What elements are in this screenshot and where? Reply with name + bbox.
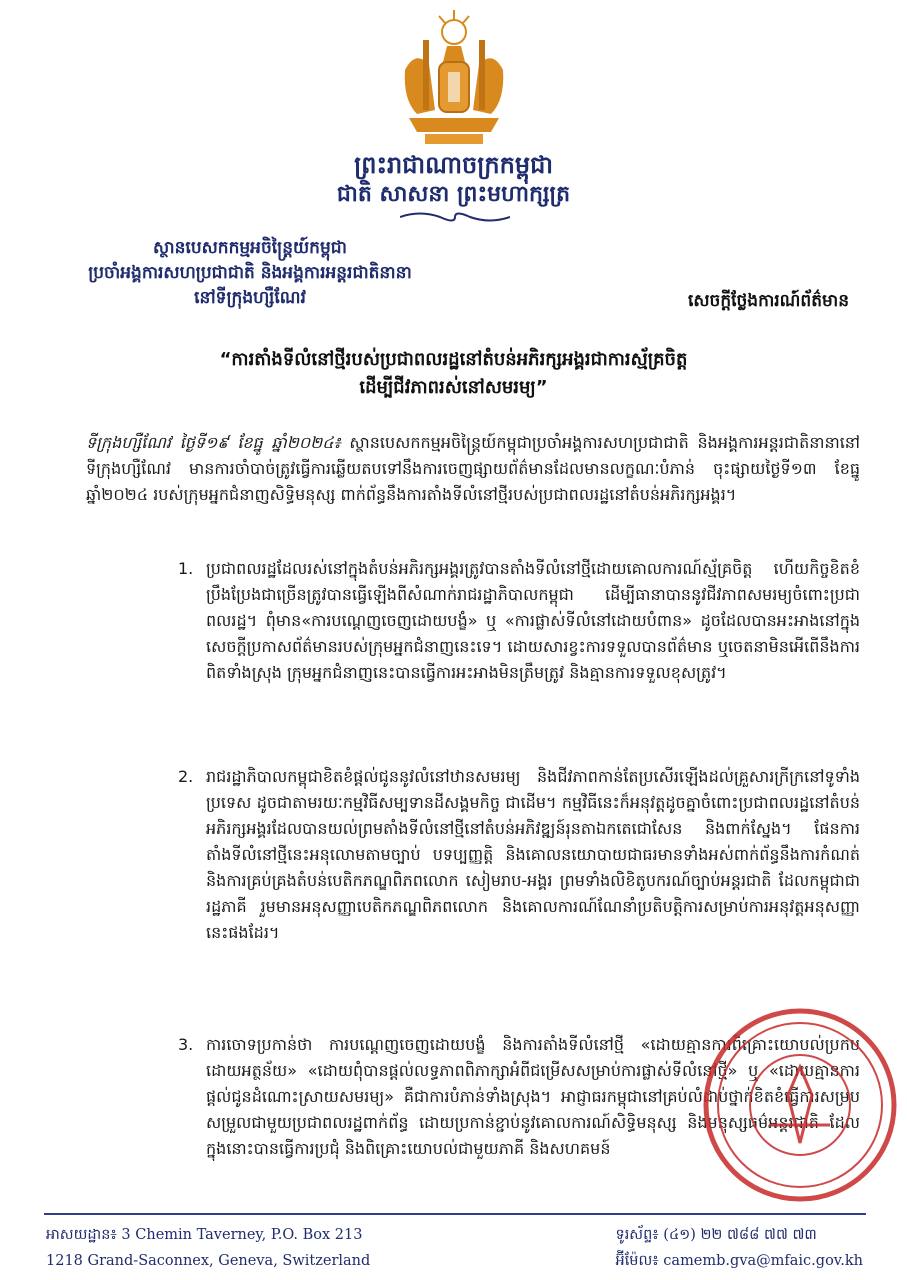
royal-coat-of-arms-icon xyxy=(395,10,513,150)
headline-line-1: “ការតាំងទីលំនៅថ្មីរបស់ប្រជាពលរដ្ឋនៅតំបន់អភិរក្សអង្គរជាការស្ម័គ្រចិត្ត xyxy=(219,349,688,370)
footer-divider xyxy=(44,1213,866,1215)
headline xyxy=(0,346,907,402)
footer-contact xyxy=(615,1222,863,1274)
item-text: រាជរដ្ឋាភិបាលកម្ពុជាខិតខំផ្តល់ជូននូវលំនៅឋានសមរម្យ និងជីវភាពកាន់តែប្រសើរឡើងដល់គ្រួសារក្រីក្រនៅទូទាំងប្រទេស ដូចជាតាមរយៈកម្មវិធីសម្បទានដីសង្គមកិច្ច ជាដើម។ កម្មវិធីនេះក៏អនុវត្តដូចគ្នាចំពោះប្រជាពលរដ្ឋនៅតំបន់អភិរក្សអង្គរដែលបានយល់ព្រមតាំងទីលំនៅថ្មីនៅតំបន់អភិវឌ្ឍន៍រុនតាឯកតេជោសែន និងពាក់ស្នែង។ ផែនការតាំងទីលំនៅថ្មីនេះអនុលោមតាមច្បាប់ បទប្បញ្ញត្តិ និងគោលនយោបាយជាធរមានទាំងអស់ពាក់ព័ន្ធនឹងការកំណត់ និងការគ្រប់គ្រងតំបន់បេតិកភណ្ឌពិភពលោក សៀមរាប-អង្គរ ព្រមទាំងលិខិតូបករណ៍ច្បាប់អន្តរជាតិ ដែលកម្ពុជាជារដ្ឋភាគី រួមមានអនុសញ្ញាបេតិកភណ្ឌពិភពលោក និងគោលការណ៍ណែនាំប្រតិបត្តិការសម្រាប់ការអនុវត្តអនុសញ្ញានេះផងដែរ។ xyxy=(206,767,860,942)
item-text: ប្រជាពលរដ្ឋដែលរស់នៅក្នុងតំបន់អភិរក្សអង្គរត្រូវបានតាំងទីលំនៅថ្មីដោយគោលការណ៍ស្ម័គ្រចិត្ត ហើយកិច្ចខិតខំប្រឹងប្រែងជាច្រើនត្រូវបានធ្វើឡើងពីសំណាក់រាជរដ្ឋាភិបាលកម្ពុជា ដើម្បីធានាបាននូវជីវភាពសមរម្យចំពោះប្រជាពលរដ្ឋ។ ពុំមាន«ការបណ្តេញចេញដោយបង្ខំ» ឬ «ការផ្លាស់ទីលំនៅដោយបំពាន» ដូចដែលបានអះអាងនៅក្នុងសេចក្តីប្រកាសព័ត៌មានរបស់ក្រុមអ្នកជំនាញនេះទេ។ ដោយសារខ្វះការទទួលបានព័ត៌មាន ឬចេតនាមិនអើពើនឹងការពិតទាំងស្រុង ក្រុមអ្នកជំនាញនេះបានធ្វើការអះអាងមិនត្រឹមត្រូវ និងគ្មានការទទួលខុសត្រូវ។ xyxy=(206,559,860,682)
address-label: អាសយដ្ឋាន៖ xyxy=(46,1227,117,1243)
official-seal-icon xyxy=(700,1005,900,1205)
footer-address xyxy=(46,1222,370,1274)
national-motto: ជាតិ សាសនា ព្រះមហាក្សត្រ xyxy=(336,181,571,207)
address-line-2: 1218 Grand-Saconnex, Geneva, Switzerland xyxy=(46,1253,371,1269)
list-item xyxy=(86,556,860,746)
intro-text: ស្ថានបេសកកម្មអចិន្ត្រៃយ៍កម្ពុជាប្រចាំអង្គការសហប្រជាជាតិ និងអង្គការអន្តរជាតិនានានៅទីក្រុងហ្សឺណែវ មានការចាំបាច់ត្រូវធ្វើការឆ្លើយតបទៅនឹងការចេញផ្សាយព័ត៌មានដែលមានលក្ខណៈបំភាន់ ចុះផ្សាយថ្ងៃទី១៣ ខែធ្នូ ឆ្នាំ២០២៤ របស់ក្រុមអ្នកជំនាញសិទ្ធិមនុស្ស ពាក់ព័ន្ធនឹងការតាំងទីលំនៅថ្មីរបស់ប្រជាពលរដ្ឋនៅតំបន់អភិរក្សអង្គរ។ xyxy=(86,433,861,504)
list-item xyxy=(86,764,860,1014)
address-line-1: 3 Chemin Taverney, P.O. Box 213 xyxy=(121,1227,363,1243)
document-type: សេចក្តីថ្លែងការណ៍ព័ត៌មាន xyxy=(687,291,849,311)
email-label: អ៊ីម៉ែល៖ xyxy=(615,1253,659,1269)
item-text: ការចោទប្រកាន់ថា ការបណ្តេញចេញដោយបង្ខំ និងការតាំងទីលំនៅថ្មី «ដោយគ្មានការពិគ្រោះយោបល់ប្រកបដោយអត្ថន័យ» «ដោយពុំបានផ្តល់លទ្ធភាពពិភាក្សាអំពីជម្រើសសម្រាប់ការផ្លាស់ទីលំនៅថ្មី» ឬ «ដោយគ្មានការផ្តល់ជូនដំណោះស្រាយសមរម្យ» គឺជាការបំភាន់ទាំងស្រុង។ អាជ្ញាធរកម្ពុជានៅគ្រប់លំដាប់ថ្នាក់ខិតខំធ្វើការសម្របសម្រួលជាមួយប្រជាពលរដ្ឋពាក់ព័ន្ធ ដោយប្រកាន់ខ្ជាប់នូវគោលការណ៍សិទ្ធិមនុស្ស និងមនុស្សធម៌អន្តរជាតិ ដែលក្នុងនោះបានធ្វើការប្រជុំ និងពិគ្រោះយោបល់ជាមួយភាគី និងសហគមន៍ xyxy=(206,1035,860,1158)
ornament-divider-icon xyxy=(400,210,510,224)
mission-name xyxy=(0,236,500,311)
kingdom-title: ព្រះរាជាណាចក្រកម្ពុជា xyxy=(354,150,553,179)
mission-line-2: ប្រចាំអង្គការសហប្រជាជាតិ និងអង្គការអន្តរជាតិនានា xyxy=(88,263,412,283)
intro-paragraph xyxy=(86,430,860,508)
item-number: 3. xyxy=(178,1035,194,1054)
phone-label: ទូរស័ព្ទ៖ xyxy=(615,1227,659,1243)
email-address[interactable]: camemb.gva@mfaic.gov.kh xyxy=(663,1253,863,1269)
place-date: ទីក្រុងហ្សឺណែវ ថ្ងៃទី១៩ ខែធ្នូ ឆ្នាំ២០២៤៖ xyxy=(86,433,341,452)
item-number: 2. xyxy=(178,767,194,786)
phone-number: (៤១) ២២ ៧៨៨ ៧៧ ៧៣ xyxy=(663,1227,817,1243)
mission-line-3: នៅទីក្រុងហ្សឺណែវ xyxy=(194,288,306,308)
item-number: 1. xyxy=(178,559,194,578)
headline-line-2: ដើម្បីជីវភាពរស់នៅសមរម្យ” xyxy=(359,377,548,398)
mission-line-1: ស្ថានបេសកកម្មអចិន្ត្រៃយ៍កម្ពុជា xyxy=(153,238,347,258)
